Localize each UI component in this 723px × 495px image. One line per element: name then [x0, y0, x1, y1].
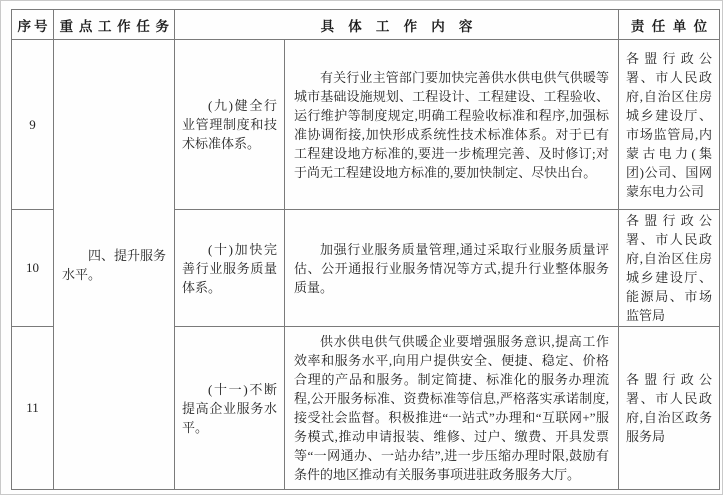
work-detail-text: 有关行业主管部门要加快完善供水供电供气供暖等城市基础设施规划、工程设计、工程建设、工程验收、运行维护等制度规定,明确工程验收标准和程序,加强标准协调衔接,加快形成系统性技术标准体系。对于已有工程建设地方标准的,要进一步梳理完善、及时修订;对于尚无工程建设地方标准的,要加快制定、尽快出台。: [294, 69, 610, 180]
header-serial-number: 序号: [12, 10, 54, 40]
sub-task-text: (十)加快完善行业服务质量体系。: [182, 241, 277, 295]
responsible-unit-text: 各盟行政公署、市人民政府,自治区住房城乡建设厅、市场监管局,内蒙古电力(集团)公司、国网蒙东电力公司: [626, 50, 713, 199]
task-category-text: 四、提升服务水平。: [62, 247, 167, 282]
sub-task-text: (九)健全行业管理制度和技术标准体系。: [182, 98, 277, 151]
task-category-cell: [54, 40, 175, 490]
work-detail-cell: [285, 210, 619, 327]
header-specific-work-content: 具体工作内容: [175, 10, 619, 40]
work-detail-cell: [285, 327, 619, 490]
serial-number-cell: 11: [12, 327, 54, 490]
table-row-9: [12, 40, 720, 210]
sub-task-cell: [175, 210, 285, 327]
header-responsible-unit: 责任单位: [619, 10, 720, 40]
header-key-work-task: 重点工作任务: [54, 10, 175, 40]
serial-number-cell: 10: [12, 210, 54, 327]
serial-number-cell: 9: [12, 40, 54, 210]
responsible-unit-cell: [619, 40, 720, 210]
work-detail-text: 供水供电供气供暖企业要增强服务意识,提高工作效率和服务水平,向用户提供安全、便捷、稳定、价格合理的产品和服务。制定简捷、标准化的服务办理流程,公开服务标准、资费标准等信息,严格落实承诺制度,接受社会监督。积极推进“一站式”办理和“互联网+”服务模式,推动申请报装、维修、过户、缴费、开具发票等“一网通办、一站办结”,进一步压缩办理时限,鼓励有条件的地区推动有关服务事项进驻政务服务大厅。: [294, 334, 610, 482]
sub-task-text: (十一)不断提高企业服务水平。: [182, 381, 277, 435]
responsible-unit-cell: [619, 327, 720, 490]
responsible-unit-text: 各盟行政公署、市人民政府,自治区政务服务局: [626, 372, 713, 444]
table-header-row: [12, 10, 720, 40]
work-detail-cell: [285, 40, 619, 210]
responsible-unit-cell: [619, 210, 720, 327]
sub-task-cell: [175, 327, 285, 490]
responsible-unit-text: 各盟行政公署、市人民政府,自治区住房城乡建设厅、能源局、市场监管局: [626, 213, 713, 323]
work-tasks-table: [11, 9, 720, 490]
sub-task-cell: [175, 40, 285, 210]
work-detail-text: 加强行业服务质量管理,通过采取行业服务质量评估、公开通报行业服务情况等方式,提升行业整体服务质量。: [294, 241, 610, 295]
